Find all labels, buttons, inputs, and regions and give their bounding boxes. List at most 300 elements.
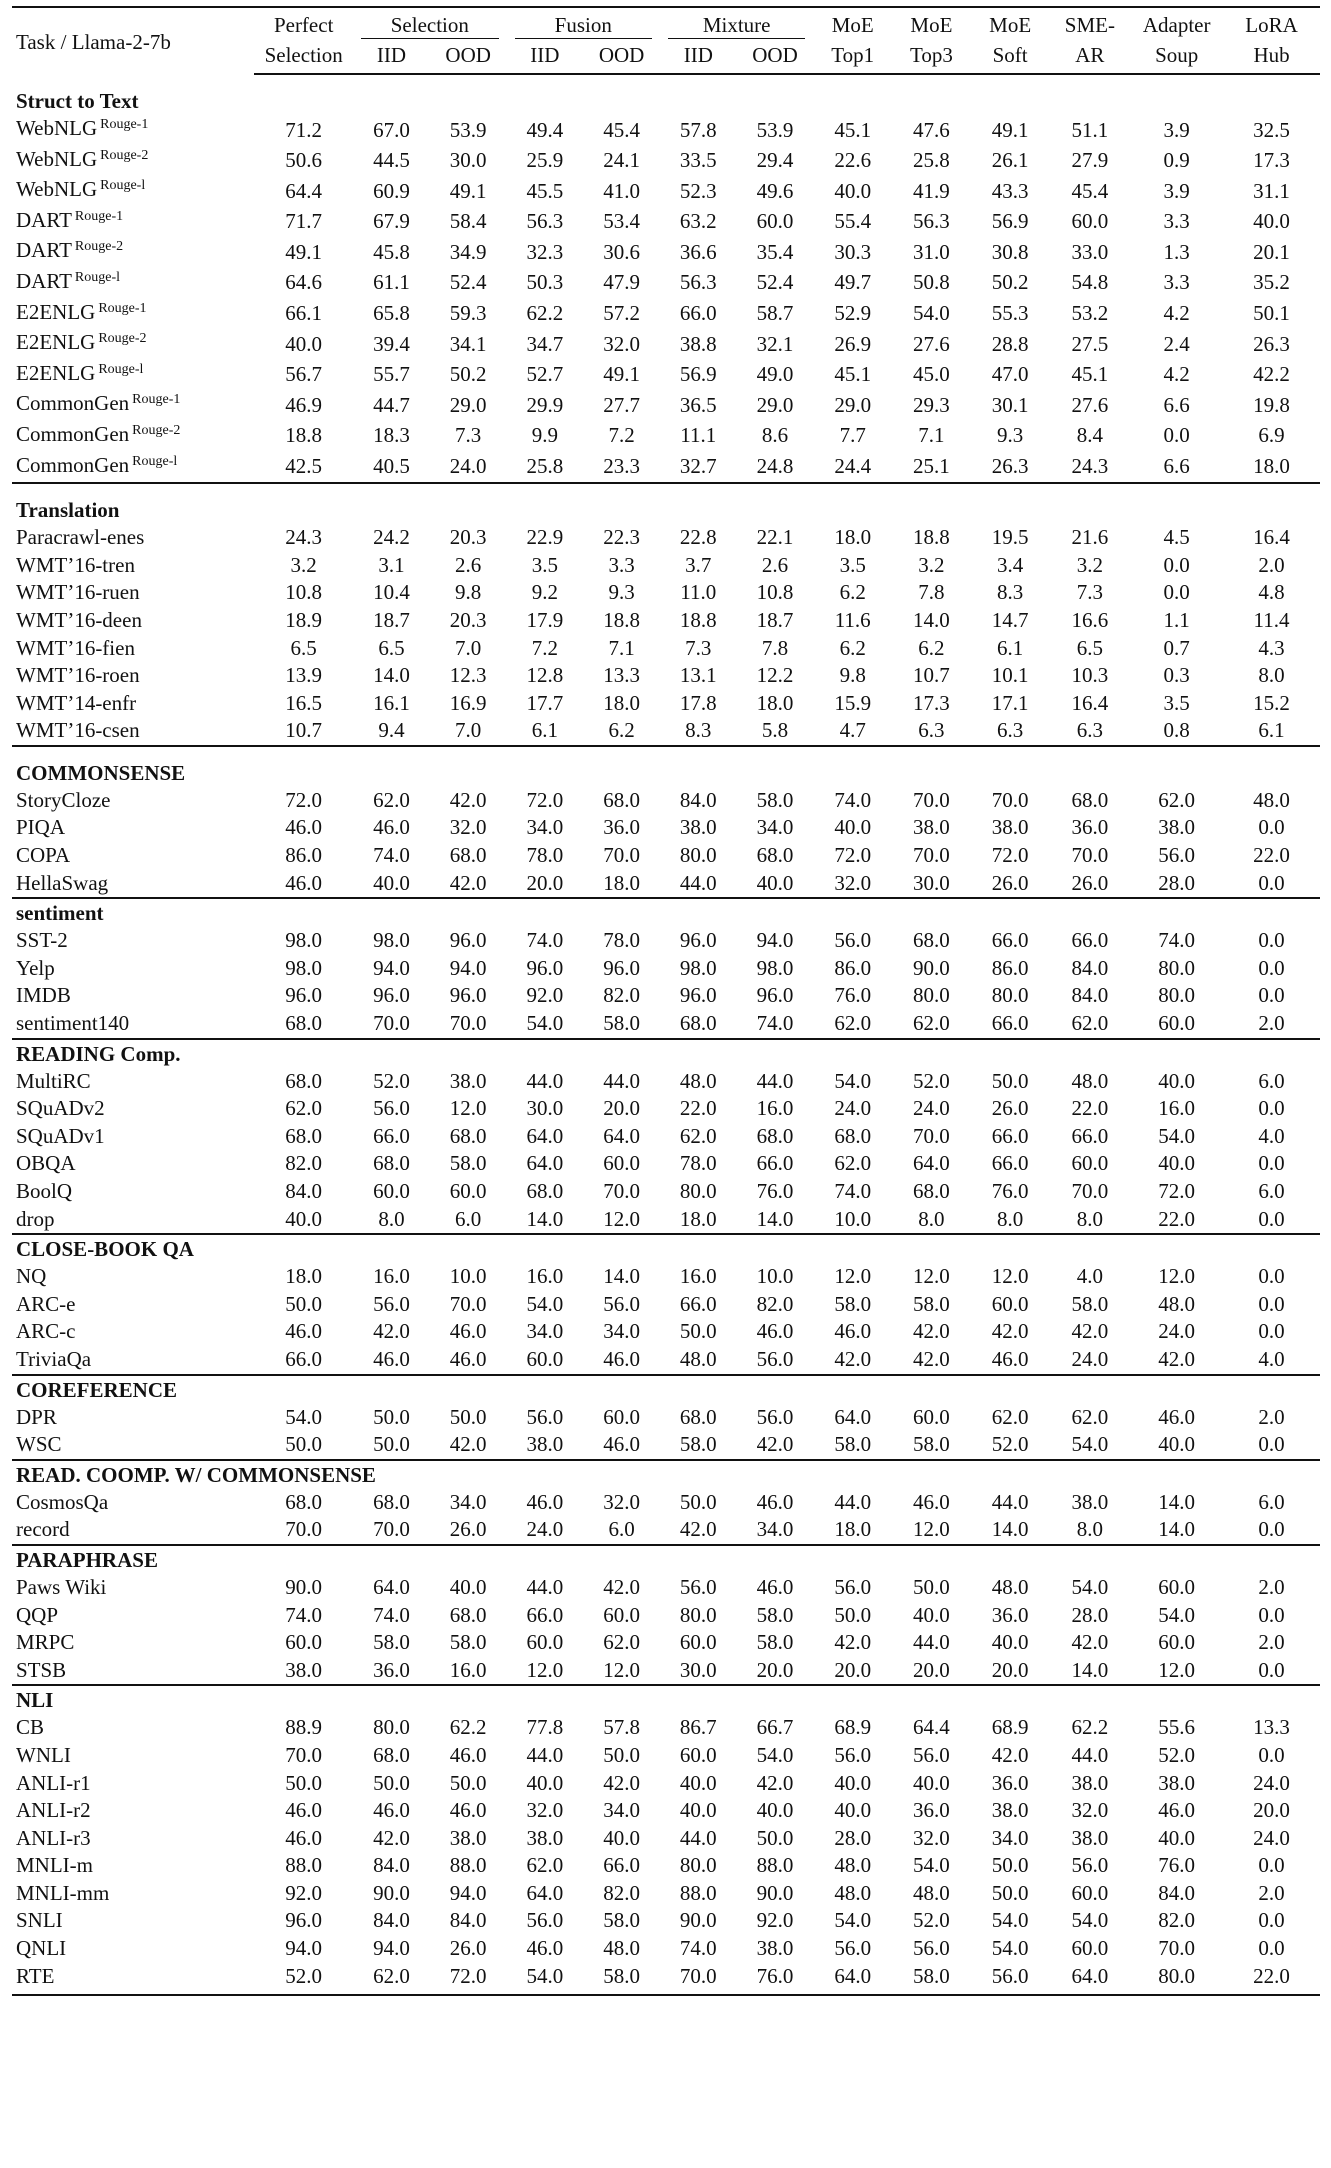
value-cell: 96.0 xyxy=(526,955,564,980)
table-header xyxy=(12,7,1320,74)
section-header xyxy=(12,1685,1320,1714)
value-cell: 42.0 xyxy=(913,1319,950,1344)
value-cell: 0.0 xyxy=(1258,1291,1285,1316)
value-cell: 52.4 xyxy=(756,270,794,295)
value-cell: 22.0 xyxy=(1253,843,1290,868)
value-cell: 62.0 xyxy=(603,1630,640,1655)
value-cell: 48.0 xyxy=(679,1068,717,1093)
value-cell: 56.9 xyxy=(679,362,717,387)
task-cell xyxy=(12,927,254,955)
table-row xyxy=(12,1629,1320,1657)
value-cell: 47.9 xyxy=(603,270,640,295)
value-cell: 49.4 xyxy=(526,117,564,142)
value-cell: 68.0 xyxy=(679,1011,717,1036)
value-cell: 6.5 xyxy=(378,635,405,660)
value-cell: 46.0 xyxy=(449,1346,487,1371)
value-cell: 80.0 xyxy=(1158,955,1196,980)
table-row xyxy=(12,360,1320,391)
value-cell: 30.6 xyxy=(603,239,640,264)
task-cell xyxy=(12,1825,254,1853)
value-cell: 44.0 xyxy=(679,1825,717,1850)
value-cell: 46.0 xyxy=(373,815,410,840)
value-cell: 71.7 xyxy=(285,209,323,234)
value-cell: 64.0 xyxy=(913,1151,950,1176)
value-cell: 10.3 xyxy=(1071,663,1109,688)
value-cell: 84.0 xyxy=(679,787,717,812)
value-cell: 24.2 xyxy=(373,525,410,550)
value-cell: 17.3 xyxy=(1253,148,1290,173)
task-cell xyxy=(12,842,254,870)
value-cell: 56.0 xyxy=(913,1742,950,1767)
value-cell: 60.0 xyxy=(1071,1936,1109,1961)
value-cell: 12.8 xyxy=(526,663,564,688)
task-cell xyxy=(12,982,254,1010)
value-cell: 12.0 xyxy=(603,1657,640,1682)
value-cell: 12.0 xyxy=(991,1264,1029,1289)
value-cell: 76.0 xyxy=(737,1963,814,1996)
value-cell: 54.0 xyxy=(1071,1432,1109,1457)
task-name: CommonGen xyxy=(16,421,130,446)
value-cell: 32.3 xyxy=(526,239,564,264)
task-cell xyxy=(12,1263,254,1291)
value-cell: 18.7 xyxy=(373,607,410,632)
value-cell: 57.8 xyxy=(679,117,717,142)
value-cell: 20.3 xyxy=(449,607,487,632)
task-cell xyxy=(12,1010,254,1039)
value-cell: 26.0 xyxy=(449,1517,487,1542)
value-cell: 18.8 xyxy=(679,607,717,632)
table-row xyxy=(12,299,1320,330)
value-cell: 16.6 xyxy=(1071,607,1109,632)
value-cell: 68.9 xyxy=(991,1715,1029,1740)
section-title: Translation xyxy=(12,483,1320,524)
value-cell: 78.0 xyxy=(526,843,564,868)
moe-top1-header-line1: MoE xyxy=(813,7,892,40)
value-cell: 58.0 xyxy=(913,1432,950,1457)
value-cell: 24.0 xyxy=(834,1096,872,1121)
value-cell: 50.8 xyxy=(913,270,950,295)
value-cell: 46.0 xyxy=(449,1798,487,1823)
value-cell: 66.0 xyxy=(679,1291,717,1316)
value-cell: 66.0 xyxy=(991,1011,1029,1036)
value-cell: 34.0 xyxy=(603,1798,640,1823)
value-cell: 32.0 xyxy=(603,331,640,356)
value-cell: 70.0 xyxy=(449,1291,487,1316)
value-cell: 88.0 xyxy=(285,1853,323,1878)
value-cell: 26.1 xyxy=(991,148,1029,173)
value-cell: 84.0 xyxy=(1071,955,1109,980)
value-cell: 58.0 xyxy=(449,1151,487,1176)
value-cell: 60.0 xyxy=(526,1346,564,1371)
table-row xyxy=(12,329,1320,360)
value-cell: 44.0 xyxy=(991,1489,1029,1514)
value-cell: 42.0 xyxy=(449,870,487,895)
value-cell: 38.0 xyxy=(285,1657,323,1682)
value-cell: 60.0 xyxy=(373,1179,410,1203)
value-cell: 50.0 xyxy=(373,1404,410,1429)
value-cell: 68.0 xyxy=(1071,787,1109,812)
value-cell: 20.0 xyxy=(526,870,564,895)
value-cell: 54.0 xyxy=(1071,1574,1109,1599)
value-cell: 66.0 xyxy=(991,1151,1029,1176)
value-cell: 49.1 xyxy=(285,239,323,264)
value-cell: 70.0 xyxy=(603,843,640,868)
table-row xyxy=(12,1318,1320,1346)
value-cell: 84.0 xyxy=(373,1853,410,1878)
metric-superscript: Rouge-l xyxy=(98,361,144,377)
value-cell: 58.0 xyxy=(892,1963,971,1996)
value-cell: 56.0 xyxy=(971,1963,1050,1996)
value-cell: 34.0 xyxy=(526,815,564,840)
value-cell: 46.0 xyxy=(285,1319,323,1344)
task-name: TriviaQa xyxy=(16,1346,92,1371)
value-cell: 7.7 xyxy=(839,423,866,448)
moe-top3-header-line1: MoE xyxy=(892,7,971,40)
value-cell: 70.0 xyxy=(913,787,950,812)
table-row xyxy=(12,146,1320,177)
task-cell xyxy=(12,1150,254,1178)
mixture-group-label: Mixture xyxy=(668,12,805,39)
value-cell: 94.0 xyxy=(373,955,410,980)
value-cell: 64.0 xyxy=(1050,1963,1131,1996)
value-cell: 78.0 xyxy=(679,1151,717,1176)
value-cell: 8.0 xyxy=(1258,663,1285,688)
value-cell: 2.0 xyxy=(1258,1574,1285,1599)
value-cell: 45.0 xyxy=(913,362,950,387)
value-cell: 5.8 xyxy=(761,718,789,743)
value-cell: 64.0 xyxy=(526,1151,564,1176)
task-name: PIQA xyxy=(16,815,66,840)
value-cell: 14.0 xyxy=(756,1206,794,1231)
value-cell: 56.0 xyxy=(834,1742,872,1767)
task-name: ANLI-r1 xyxy=(16,1770,91,1795)
value-cell: 26.3 xyxy=(1253,331,1290,356)
value-cell: 30.0 xyxy=(449,148,487,173)
table-row xyxy=(12,207,1320,238)
value-cell: 20.0 xyxy=(603,1096,640,1121)
value-cell: 3.5 xyxy=(1163,690,1190,715)
value-cell: 31.1 xyxy=(1253,178,1290,203)
value-cell: 60.0 xyxy=(756,209,794,234)
value-cell: 96.0 xyxy=(603,955,640,980)
value-cell: 50.0 xyxy=(449,1770,487,1795)
value-cell: 43.3 xyxy=(991,178,1029,203)
value-cell: 44.0 xyxy=(913,1630,950,1655)
task-name: WMT’16-roen xyxy=(16,663,140,688)
value-cell: 18.8 xyxy=(913,525,950,550)
task-name: DPR xyxy=(16,1404,57,1429)
value-cell: 44.7 xyxy=(373,392,410,417)
mixture-iid-header: IID xyxy=(660,40,737,74)
task-cell xyxy=(12,814,254,842)
value-cell: 7.3 xyxy=(455,423,482,448)
value-cell: 0.0 xyxy=(1258,1096,1285,1121)
value-cell: 8.0 xyxy=(378,1206,405,1231)
value-cell: 4.7 xyxy=(839,718,866,743)
value-cell: 10.7 xyxy=(913,663,950,688)
value-cell: 68.0 xyxy=(526,1179,564,1203)
task-cell xyxy=(12,1431,254,1460)
metric-superscript: Rouge-1 xyxy=(74,208,124,224)
table-row xyxy=(12,1825,1320,1853)
table-row xyxy=(12,842,1320,870)
value-cell: 52.0 xyxy=(991,1432,1029,1457)
value-cell: 14.0 xyxy=(1158,1489,1196,1514)
value-cell: 32.0 xyxy=(603,1489,640,1514)
value-cell: 82.0 xyxy=(603,983,640,1008)
table-row xyxy=(12,1068,1320,1096)
results-table-container xyxy=(12,6,1320,1996)
value-cell: 11.6 xyxy=(834,607,871,632)
value-cell: 24.0 xyxy=(1071,1346,1109,1371)
value-cell: 62.0 xyxy=(1071,1404,1109,1429)
metric-superscript: Rouge-1 xyxy=(132,392,181,408)
value-cell: 80.0 xyxy=(679,1179,717,1203)
value-cell: 32.0 xyxy=(1071,1798,1109,1823)
value-cell: 24.0 xyxy=(913,1096,950,1121)
value-cell: 56.9 xyxy=(991,209,1029,234)
selection-group-label: Selection xyxy=(361,12,498,39)
value-cell: 98.0 xyxy=(373,928,410,953)
value-cell: 58.7 xyxy=(756,301,794,326)
value-cell: 52.7 xyxy=(526,362,564,387)
value-cell: 18.0 xyxy=(679,1206,717,1231)
value-cell: 70.0 xyxy=(913,843,950,868)
task-cell xyxy=(12,360,254,391)
value-cell: 40.0 xyxy=(834,815,872,840)
task-name: WSC xyxy=(16,1432,62,1457)
value-cell: 7.8 xyxy=(761,635,789,660)
task-name: WMT’16-csen xyxy=(16,718,140,743)
value-cell: 38.8 xyxy=(679,331,717,356)
value-cell: 50.0 xyxy=(756,1825,794,1850)
value-cell: 88.9 xyxy=(285,1715,323,1740)
value-cell: 86.0 xyxy=(834,955,872,980)
value-cell: 3.5 xyxy=(839,552,866,577)
value-cell: 40.0 xyxy=(834,1770,872,1795)
value-cell: 0.0 xyxy=(1258,1742,1285,1767)
value-cell: 76.0 xyxy=(991,1179,1029,1203)
value-cell: 76.0 xyxy=(756,1179,794,1203)
value-cell: 42.0 xyxy=(449,787,487,812)
fusion-ood-header: OOD xyxy=(583,40,660,74)
value-cell: 94.0 xyxy=(756,928,794,953)
value-cell: 49.1 xyxy=(603,362,640,387)
value-cell: 30.1 xyxy=(991,392,1029,417)
value-cell: 68.0 xyxy=(913,1179,950,1203)
value-cell: 42.0 xyxy=(373,1319,410,1344)
value-cell: 34.0 xyxy=(449,1489,487,1514)
value-cell: 50.0 xyxy=(373,1770,410,1795)
task-name: DART xyxy=(16,268,72,293)
value-cell: 56.3 xyxy=(679,270,717,295)
value-cell: 94.0 xyxy=(373,1936,410,1961)
value-cell: 0.0 xyxy=(1258,955,1285,980)
table-row xyxy=(12,421,1320,452)
task-cell xyxy=(12,1935,254,1963)
value-cell: 18.9 xyxy=(285,607,323,632)
value-cell: 98.0 xyxy=(756,955,794,980)
task-cell xyxy=(12,662,254,690)
task-name: Paracrawl-enes xyxy=(16,525,145,550)
value-cell: 27.9 xyxy=(1071,148,1109,173)
value-cell: 74.0 xyxy=(834,787,872,812)
value-cell: 16.0 xyxy=(756,1096,794,1121)
task-name: record xyxy=(16,1517,70,1542)
value-cell: 34.0 xyxy=(756,815,794,840)
value-cell: 6.0 xyxy=(608,1517,635,1542)
value-cell: 6.0 xyxy=(1258,1179,1285,1203)
value-cell: 20.0 xyxy=(834,1657,872,1682)
value-cell: 80.0 xyxy=(913,983,950,1008)
value-cell: 12.0 xyxy=(913,1517,950,1542)
value-cell: 8.3 xyxy=(685,718,712,743)
value-cell: 12.2 xyxy=(756,663,794,688)
section-title: COREFERENCE xyxy=(12,1375,1320,1404)
value-cell: 12.0 xyxy=(526,1657,564,1682)
value-cell: 16.1 xyxy=(373,690,410,715)
task-cell xyxy=(12,207,254,238)
value-cell: 70.0 xyxy=(285,1517,323,1542)
value-cell: 62.0 xyxy=(1071,1011,1109,1036)
task-cell xyxy=(12,1178,254,1206)
value-cell: 7.1 xyxy=(918,423,945,448)
value-cell: 14.0 xyxy=(1158,1517,1196,1542)
value-cell: 64.4 xyxy=(285,178,323,203)
section-header xyxy=(12,1375,1320,1404)
value-cell: 27.7 xyxy=(603,392,640,417)
value-cell: 66.0 xyxy=(373,1123,410,1148)
value-cell: 65.8 xyxy=(373,301,410,326)
value-cell: 14.0 xyxy=(603,1264,640,1289)
value-cell: 38.0 xyxy=(991,1798,1029,1823)
value-cell: 38.0 xyxy=(449,1068,487,1093)
table-row xyxy=(12,176,1320,207)
value-cell: 22.1 xyxy=(756,525,794,550)
value-cell: 56.0 xyxy=(1071,1853,1109,1878)
value-cell: 56.0 xyxy=(526,1908,564,1933)
value-cell: 7.8 xyxy=(918,580,945,605)
value-cell: 42.0 xyxy=(603,1770,640,1795)
metric-superscript: Rouge-l xyxy=(74,269,121,285)
task-name: WMT’16-tren xyxy=(16,552,135,577)
value-cell: 40.0 xyxy=(603,1825,640,1850)
section-title: Struct to Text xyxy=(16,89,139,113)
value-cell: 40.0 xyxy=(1158,1151,1196,1176)
value-cell: 64.6 xyxy=(285,270,323,295)
value-cell: 42.0 xyxy=(913,1346,950,1371)
table-row xyxy=(12,1263,1320,1291)
value-cell: 90.0 xyxy=(285,1574,323,1599)
value-cell: 0.0 xyxy=(1258,1264,1285,1289)
value-cell: 68.0 xyxy=(756,1123,794,1148)
adapter-soup-header-line1: Adapter xyxy=(1130,7,1223,40)
table-row xyxy=(12,1178,1320,1206)
value-cell: 82.0 xyxy=(285,1151,323,1176)
value-cell: 6.0 xyxy=(1258,1489,1285,1514)
table-row xyxy=(12,1880,1320,1908)
value-cell: 9.8 xyxy=(839,663,866,688)
value-cell: 0.0 xyxy=(1258,870,1285,895)
value-cell: 32.7 xyxy=(679,454,717,479)
value-cell: 72.0 xyxy=(834,843,872,868)
value-cell: 62.0 xyxy=(913,1011,950,1036)
task-name: WebNLG xyxy=(16,177,98,202)
value-cell: 56.3 xyxy=(526,209,564,234)
value-cell: 38.0 xyxy=(1071,1770,1109,1795)
value-cell: 0.0 xyxy=(1258,1602,1285,1627)
value-cell: 46.0 xyxy=(285,1825,323,1850)
value-cell: 62.0 xyxy=(991,1404,1029,1429)
value-cell: 46.0 xyxy=(1158,1404,1196,1429)
value-cell: 40.0 xyxy=(913,1770,950,1795)
value-cell: 6.0 xyxy=(1258,1068,1285,1093)
value-cell: 64.4 xyxy=(913,1715,950,1740)
task-cell xyxy=(12,329,254,360)
value-cell: 22.0 xyxy=(679,1096,717,1121)
task-cell xyxy=(12,1770,254,1798)
value-cell: 56.0 xyxy=(834,1574,872,1599)
table-row xyxy=(12,1010,1320,1039)
value-cell: 18.0 xyxy=(603,870,640,895)
value-cell: 0.0 xyxy=(1163,552,1190,577)
value-cell: 11.0 xyxy=(680,580,717,605)
value-cell: 54.0 xyxy=(526,1011,564,1036)
value-cell: 66.0 xyxy=(756,1151,794,1176)
value-cell: 45.1 xyxy=(1071,362,1109,387)
value-cell: 34.0 xyxy=(756,1517,794,1542)
section-header xyxy=(12,483,1320,524)
value-cell: 15.2 xyxy=(1253,690,1290,715)
value-cell: 20.0 xyxy=(756,1657,794,1682)
value-cell: 38.0 xyxy=(913,815,950,840)
value-cell: 46.0 xyxy=(756,1489,794,1514)
value-cell: 32.0 xyxy=(913,1825,950,1850)
table-row xyxy=(12,955,1320,983)
task-name: NQ xyxy=(16,1264,47,1289)
value-cell: 53.9 xyxy=(756,117,794,142)
table-row xyxy=(12,1346,1320,1375)
value-cell: 36.0 xyxy=(373,1657,410,1682)
value-cell: 19.5 xyxy=(991,525,1029,550)
value-cell: 32.1 xyxy=(756,331,794,356)
value-cell: 52.9 xyxy=(834,301,872,326)
value-cell: 68.0 xyxy=(449,843,487,868)
value-cell: 66.0 xyxy=(1071,928,1109,953)
value-cell: 42.0 xyxy=(373,1825,410,1850)
value-cell: 7.3 xyxy=(685,635,712,660)
metric-superscript: Rouge-2 xyxy=(98,331,147,347)
value-cell: 76.0 xyxy=(1158,1853,1196,1878)
value-cell: 45.8 xyxy=(373,239,410,264)
value-cell: 54.0 xyxy=(1158,1123,1196,1148)
task-name: CommonGen xyxy=(16,391,130,416)
value-cell: 70.0 xyxy=(660,1963,737,1996)
value-cell: 80.0 xyxy=(991,983,1029,1008)
task-cell xyxy=(12,955,254,983)
value-cell: 46.0 xyxy=(449,1742,487,1767)
value-cell: 3.2 xyxy=(1076,552,1103,577)
value-cell: 67.0 xyxy=(373,117,410,142)
value-cell: 92.0 xyxy=(526,983,564,1008)
value-cell: 3.4 xyxy=(997,552,1024,577)
value-cell: 62.0 xyxy=(285,1096,323,1121)
value-cell: 66.1 xyxy=(285,301,323,326)
value-cell: 35.4 xyxy=(756,239,794,264)
value-cell: 68.0 xyxy=(603,787,640,812)
value-cell: 54.0 xyxy=(1071,1908,1109,1933)
value-cell: 0.0 xyxy=(1258,1936,1285,1961)
